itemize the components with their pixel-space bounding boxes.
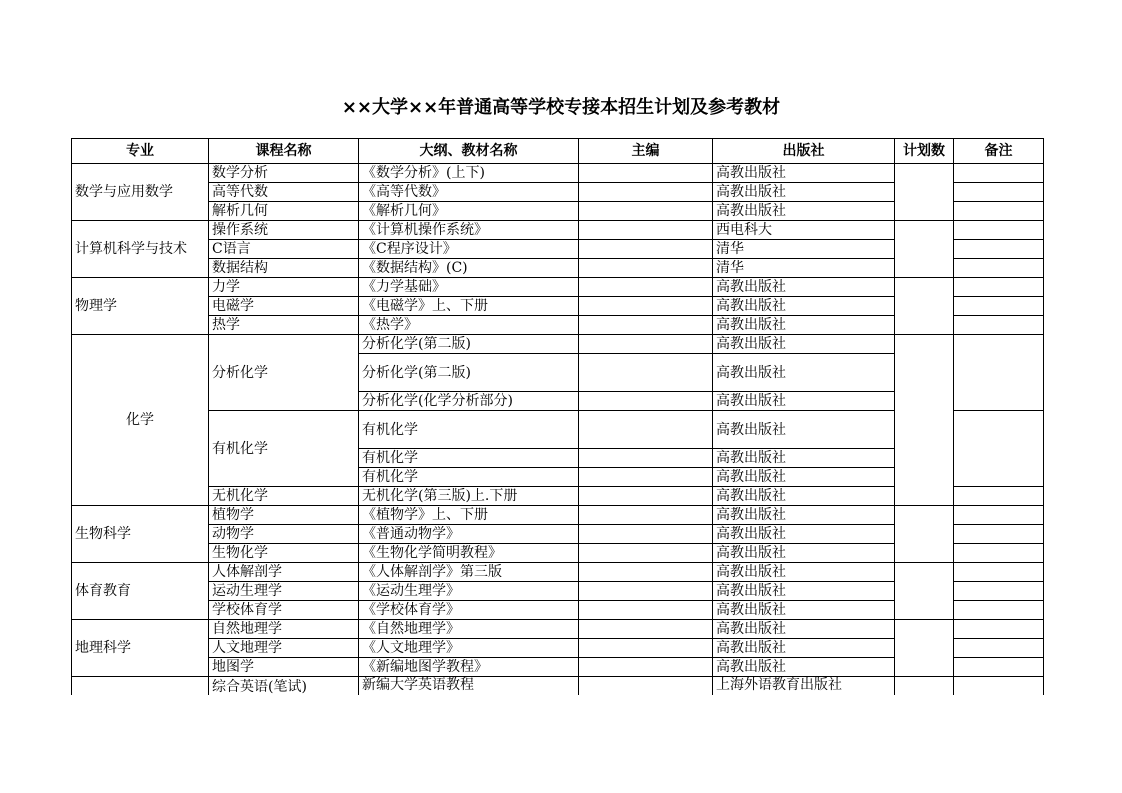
remarks-cell <box>954 487 1044 506</box>
course-cell: 数据结构 <box>209 259 359 278</box>
editor-cell <box>579 278 713 297</box>
table-row <box>72 620 1044 639</box>
course-cell: C语言 <box>209 240 359 259</box>
publisher-cell: 高教出版社 <box>713 278 895 297</box>
plan-count-cell <box>895 221 954 278</box>
course-cell: 人体解剖学 <box>209 563 359 582</box>
remarks-cell <box>954 563 1044 582</box>
editor-cell <box>579 297 713 316</box>
remarks-cell <box>954 601 1044 620</box>
editor-cell <box>579 658 713 677</box>
book-cell: 《电磁学》上、下册 <box>359 297 579 316</box>
course-cell: 地图学 <box>209 658 359 677</box>
course-cell: 综合英语(笔试) <box>209 677 359 696</box>
book-cell: 有机化学 <box>359 468 579 487</box>
course-cell: 生物化学 <box>209 544 359 563</box>
major-cell: 物理学 <box>72 278 209 335</box>
publisher-cell: 清华 <box>713 259 895 278</box>
header-book: 大纲、教材名称 <box>359 139 579 164</box>
publisher-cell: 高教出版社 <box>713 297 895 316</box>
remarks-cell <box>954 582 1044 601</box>
remarks-cell <box>954 316 1044 335</box>
publisher-cell: 高教出版社 <box>713 506 895 525</box>
header-publisher: 出版社 <box>713 139 895 164</box>
course-cell: 自然地理学 <box>209 620 359 639</box>
book-cell: 《热学》 <box>359 316 579 335</box>
remarks-cell <box>954 202 1044 221</box>
remarks-cell <box>954 544 1044 563</box>
book-cell: 《计算机操作系统》 <box>359 221 579 240</box>
plan-count-cell <box>895 335 954 506</box>
editor-cell <box>579 411 713 449</box>
book-cell: 分析化学(化学分析部分) <box>359 392 579 411</box>
editor-cell <box>579 202 713 221</box>
major-cell <box>72 677 209 696</box>
editor-cell <box>579 563 713 582</box>
remarks-cell <box>954 164 1044 183</box>
book-cell: 《学校体育学》 <box>359 601 579 620</box>
course-cell: 分析化学 <box>209 335 359 411</box>
course-cell: 高等代数 <box>209 183 359 202</box>
publisher-cell: 高教出版社 <box>713 582 895 601</box>
book-cell: 《高等代数》 <box>359 183 579 202</box>
editor-cell <box>579 525 713 544</box>
major-cell: 计算机科学与技术 <box>72 221 209 278</box>
publisher-cell: 上海外语教育出版社 <box>713 677 895 696</box>
remarks-cell <box>954 183 1044 202</box>
page-title: ××大学××年普通高等学校专接本招生计划及参考教材 <box>341 97 781 118</box>
table-row <box>72 506 1044 525</box>
major-cell: 化学 <box>72 335 209 506</box>
publisher-cell: 高教出版社 <box>713 658 895 677</box>
course-cell: 数学分析 <box>209 164 359 183</box>
editor-cell <box>579 335 713 354</box>
publisher-cell: 高教出版社 <box>713 620 895 639</box>
publisher-cell: 高教出版社 <box>713 392 895 411</box>
publisher-cell: 高教出版社 <box>713 468 895 487</box>
remarks-cell <box>954 278 1044 297</box>
remarks-cell <box>954 639 1044 658</box>
book-cell: 《普通动物学》 <box>359 525 579 544</box>
plan-count-cell <box>895 506 954 563</box>
course-cell: 有机化学 <box>209 411 359 487</box>
book-cell: 有机化学 <box>359 449 579 468</box>
course-cell: 人文地理学 <box>209 639 359 658</box>
book-cell: 《数据结构》(C) <box>359 259 579 278</box>
course-cell: 操作系统 <box>209 221 359 240</box>
header-editor: 主编 <box>579 139 713 164</box>
plan-table <box>71 138 1044 695</box>
book-cell: 《人文地理学》 <box>359 639 579 658</box>
header-remarks: 备注 <box>954 139 1044 164</box>
course-cell: 植物学 <box>209 506 359 525</box>
major-cell: 数学与应用数学 <box>72 164 209 221</box>
course-cell: 运动生理学 <box>209 582 359 601</box>
table-row <box>72 278 1044 297</box>
publisher-cell: 高教出版社 <box>713 639 895 658</box>
book-cell: 《自然地理学》 <box>359 620 579 639</box>
remarks-cell <box>954 411 1044 487</box>
editor-cell <box>579 506 713 525</box>
course-cell: 解析几何 <box>209 202 359 221</box>
plan-count-cell <box>895 563 954 620</box>
book-cell: 《生物化学简明教程》 <box>359 544 579 563</box>
editor-cell <box>579 487 713 506</box>
editor-cell <box>579 468 713 487</box>
major-cell: 生物科学 <box>72 506 209 563</box>
book-cell: 《力学基础》 <box>359 278 579 297</box>
publisher-cell: 高教出版社 <box>713 525 895 544</box>
course-cell: 力学 <box>209 278 359 297</box>
book-cell: 《解析几何》 <box>359 202 579 221</box>
table-row <box>72 563 1044 582</box>
editor-cell <box>579 354 713 392</box>
remarks-cell <box>954 240 1044 259</box>
publisher-cell: 高教出版社 <box>713 316 895 335</box>
course-cell: 动物学 <box>209 525 359 544</box>
remarks-cell <box>954 259 1044 278</box>
book-cell: 分析化学(第二版) <box>359 354 579 392</box>
publisher-cell: 高教出版社 <box>713 183 895 202</box>
editor-cell <box>579 639 713 658</box>
header-row <box>72 139 1044 164</box>
editor-cell <box>579 164 713 183</box>
plan-count-cell <box>895 278 954 335</box>
publisher-cell: 高教出版社 <box>713 164 895 183</box>
editor-cell <box>579 183 713 202</box>
book-cell: 《运动生理学》 <box>359 582 579 601</box>
table-row <box>72 164 1044 183</box>
book-cell: 有机化学 <box>359 411 579 449</box>
editor-cell <box>579 582 713 601</box>
publisher-cell: 西电科大 <box>713 221 895 240</box>
publisher-cell: 高教出版社 <box>713 544 895 563</box>
publisher-cell: 高教出版社 <box>713 563 895 582</box>
header-major: 专业 <box>72 139 209 164</box>
book-cell: 《新编地图学教程》 <box>359 658 579 677</box>
remarks-cell <box>954 297 1044 316</box>
major-cell: 地理科学 <box>72 620 209 677</box>
editor-cell <box>579 259 713 278</box>
editor-cell <box>579 544 713 563</box>
plan-count-cell <box>895 677 954 696</box>
publisher-cell: 高教出版社 <box>713 449 895 468</box>
book-cell: 《C程序设计》 <box>359 240 579 259</box>
remarks-cell <box>954 620 1044 639</box>
editor-cell <box>579 392 713 411</box>
remarks-cell <box>954 335 1044 411</box>
publisher-cell: 高教出版社 <box>713 202 895 221</box>
publisher-cell: 清华 <box>713 240 895 259</box>
remarks-cell <box>954 525 1044 544</box>
table-row <box>72 335 1044 354</box>
table-viewport <box>71 138 1044 695</box>
course-cell: 无机化学 <box>209 487 359 506</box>
book-cell: 《人体解剖学》第三版 <box>359 563 579 582</box>
remarks-cell <box>954 677 1044 696</box>
course-cell: 电磁学 <box>209 297 359 316</box>
editor-cell <box>579 620 713 639</box>
book-cell: 新编大学英语教程 <box>359 677 579 696</box>
table-row <box>72 677 1044 696</box>
book-cell: 《数学分析》(上下) <box>359 164 579 183</box>
editor-cell <box>579 316 713 335</box>
plan-count-cell <box>895 164 954 221</box>
editor-cell <box>579 449 713 468</box>
remarks-cell <box>954 506 1044 525</box>
book-cell: 无机化学(第三版)上.下册 <box>359 487 579 506</box>
publisher-cell: 高教出版社 <box>713 354 895 392</box>
publisher-cell: 高教出版社 <box>713 601 895 620</box>
major-cell: 体育教育 <box>72 563 209 620</box>
editor-cell <box>579 677 713 696</box>
editor-cell <box>579 601 713 620</box>
plan-count-cell <box>895 620 954 677</box>
remarks-cell <box>954 658 1044 677</box>
remarks-cell <box>954 221 1044 240</box>
book-cell: 分析化学(第二版) <box>359 335 579 354</box>
header-course: 课程名称 <box>209 139 359 164</box>
book-cell: 《植物学》上、下册 <box>359 506 579 525</box>
publisher-cell: 高教出版社 <box>713 411 895 449</box>
header-plan-count: 计划数 <box>895 139 954 164</box>
publisher-cell: 高教出版社 <box>713 487 895 506</box>
table-row <box>72 221 1044 240</box>
course-cell: 热学 <box>209 316 359 335</box>
publisher-cell: 高教出版社 <box>713 335 895 354</box>
course-cell: 学校体育学 <box>209 601 359 620</box>
editor-cell <box>579 221 713 240</box>
editor-cell <box>579 240 713 259</box>
